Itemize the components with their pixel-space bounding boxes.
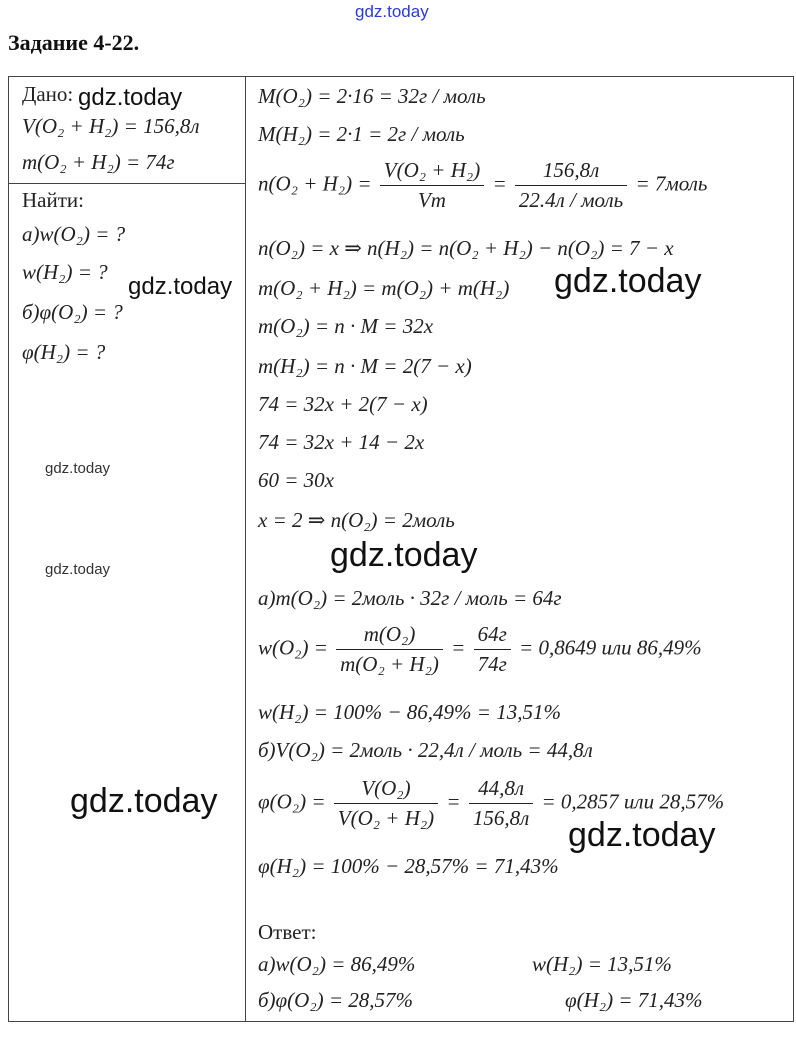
solution-x: x = 2 ⇒ n(O₂) = 2моль — [258, 508, 455, 532]
equation-2: 74 = 32x + 14 − 2x — [258, 430, 425, 454]
mass-fraction-o2: w(O₂) = $\frac{\text{m(O₂)}}{\text{m(O₂ + H₂)}}$ = $\frac{64г}{74г}$ = 0,8649 или 86,49% — [258, 622, 702, 676]
answer-w-h2: w(H₂) = 13,51% — [532, 952, 672, 976]
watermark-top: gdz.today — [355, 2, 429, 21]
watermark: gdz.today — [568, 816, 716, 854]
watermark: gdz.today — [78, 84, 183, 111]
volume-fraction-o2: φ(O₂) = $\frac{\text{V(O₂)}}{\text{V(O₂ + H₂)}}$ = $\frac{44,8л}{156,8л}$ = 0,2857 или 28,57% — [258, 776, 725, 830]
mass-o2-result: а)m(O₂) = 2моль · 32г / моль = 64г — [258, 586, 562, 610]
find-header: Найти: — [22, 188, 84, 212]
molar-mass-h2: M(H₂) = 2·1 = 2г / моль — [258, 122, 465, 146]
mass-h2-expr: m(H₂) = n · M = 2(7 − x) — [258, 354, 472, 378]
given-header: Дано: — [22, 82, 74, 106]
mass-fraction-h2: w(H₂) = 100% − 86,49% = 13,51% — [258, 700, 561, 724]
watermark: gdz.today — [554, 262, 702, 300]
answer-phi-o2: б)φ(O₂) = 28,57% — [258, 988, 414, 1012]
given-volume: V(O₂ + H₂) = 156,8л — [22, 114, 200, 138]
answer-w-o2: а)w(O₂) = 86,49% — [258, 952, 416, 976]
find-w-o2: а)w(O₂) = ? — [22, 222, 126, 246]
watermark: gdz.today — [45, 460, 111, 477]
molar-mass-o2: M(O₂) = 2·16 = 32г / моль — [258, 84, 486, 108]
given-mass: m(O₂ + H₂) = 74г — [22, 150, 175, 174]
watermark: gdz.today — [70, 782, 218, 820]
watermark: gdz.today — [330, 536, 478, 574]
find-phi-h2: φ(H₂) = ? — [22, 340, 106, 364]
solution-table — [8, 76, 794, 1022]
mass-o2-expr: m(O₂) = n · M = 32x — [258, 314, 434, 338]
find-phi-o2: б)φ(O₂) = ? — [22, 300, 123, 324]
volume-fraction-h2: φ(H₂) = 100% − 28,57% = 71,43% — [258, 854, 559, 878]
total-moles-formula: n(O₂ + H₂) = $\frac{\text{V(O₂ + H₂)}}{Vm}$ = $\frac{156,8л}{\text{22.4л / моль}}$ = 7моль — [258, 158, 708, 212]
moles-substitution: n(O₂) = x ⇒ n(H₂) = n(O₂ + H₂) − n(O₂) = 7 − x — [258, 236, 674, 260]
equation-1: 74 = 32x + 2(7 − x) — [258, 392, 428, 416]
given-find-divider — [8, 183, 245, 184]
answer-phi-h2: φ(H₂) = 71,43% — [565, 988, 703, 1012]
watermark: gdz.today — [128, 273, 233, 300]
page-title: Задание 4-22. — [8, 30, 140, 55]
find-w-h2: w(H₂) = ? — [22, 260, 108, 284]
mass-sum: m(O₂ + H₂) = m(O₂) + m(H₂) — [258, 276, 510, 300]
column-divider — [245, 76, 246, 1022]
watermark: gdz.today — [45, 561, 111, 578]
equation-3: 60 = 30x — [258, 468, 334, 492]
answer-header: Ответ: — [258, 920, 317, 944]
volume-o2: б)V(O₂) = 2моль · 22,4л / моль = 44,8л — [258, 738, 593, 762]
